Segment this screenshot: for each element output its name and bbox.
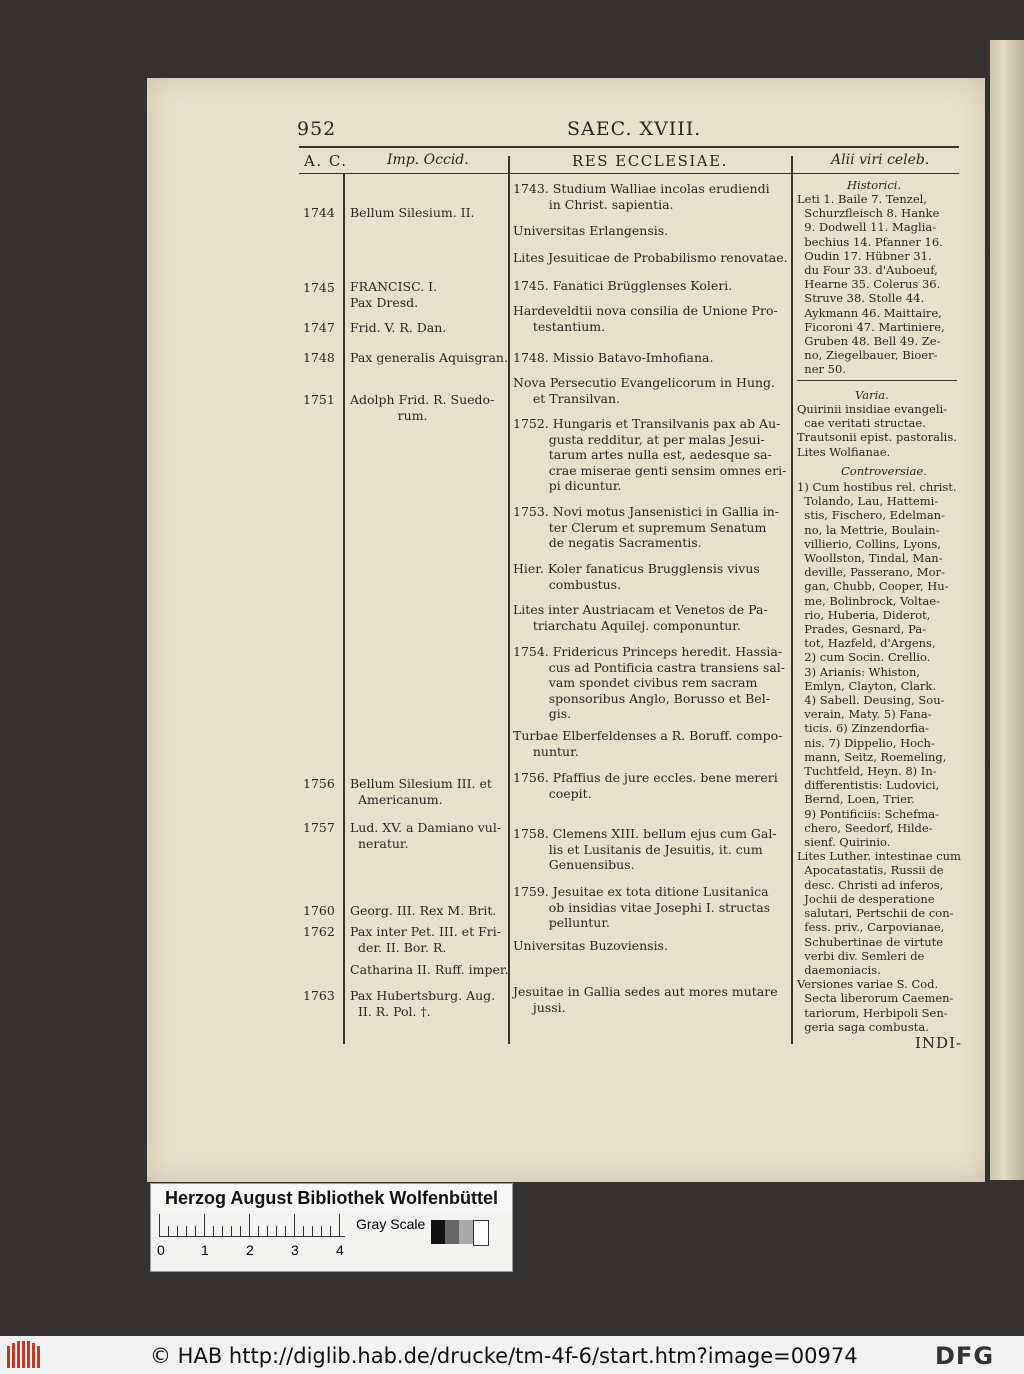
historici-text: Leti 1. Baile 7. Tenzel, Schurzfleisch 8. Hanke 9. Dodwell 11. Maglia- bechius 14. Pfanner 16. Oudin 17. Hübner 31. du Four 33. d'Auboeuf, Hearne 35. Colerus 36. Struve 38. Stolle 44. Aykmann 46. Maittaire, Ficoroni 47. Martiniere, Gruben 48. Bell 49. Ze- no, Ziegelbauer, Bioer- ner 50. (797, 192, 945, 377)
col-head-res: RES ECCLESIAE. (572, 152, 728, 170)
imp-entry: Pax Hubertsburg. Aug. II. R. Pol. †. (350, 988, 496, 1019)
col-divider-3 (791, 156, 793, 1044)
header-rule (299, 146, 959, 148)
page-title: SAEC. XVIII. (567, 118, 702, 140)
res-entry: Lites Jesuiticae de Probabilismo renovatae. (513, 250, 788, 265)
res-entry: Hardeveldtii nova consilia de Unione Pro- testantium. (513, 303, 778, 334)
historici-heading: Historici. (847, 178, 902, 192)
year-1747: 1747 (303, 320, 335, 335)
book-page (147, 78, 985, 1182)
ruler-label-3: 3 (291, 1242, 299, 1258)
gray-swatch (473, 1220, 489, 1246)
res-entry: 1758. Clemens XIII. bellum ejus cum Gal- lis et Lusitanis de Jesuitis, it. cum Genuensibus. (513, 826, 777, 872)
ruler-label-2: 2 (246, 1242, 254, 1258)
res-entry: Universitas Buzoviensis. (513, 938, 668, 953)
res-entry: Universitas Erlangensis. (513, 223, 669, 238)
hab-logo-icon (6, 1340, 42, 1370)
year-1762: 1762 (303, 924, 335, 939)
col-head-alii: Alii viri celeb. (831, 152, 930, 168)
imp-entry: FRANCISC. I. Pax Dresd. (350, 279, 438, 310)
imp-entry: Frid. V. R. Dan. (350, 320, 447, 335)
res-entry: Turbae Elberfeldenses a R. Boruff. compo- nuntur. (513, 728, 783, 759)
col-head-ac: A. C. (304, 152, 348, 170)
res-entry: 1754. Fridericus Princeps heredit. Hassia- cus ad Pontificia castra transiens sal- vam spondet civibus rem sacram sponsoribus Anglo, Borusso et Bel- gis. (513, 644, 786, 721)
varia-text: Quirinii insidiae evangeli- cae veritati structae. Trautsonii epist. pastoralis. Lites Wolfianae. (797, 402, 957, 459)
dfg-logo: DFG (935, 1342, 995, 1370)
res-entry: 1756. Pfaffius de jure eccles. bene mereri coepit. (513, 770, 778, 801)
gray-swatch (431, 1220, 445, 1244)
col-head-imp: Imp. Occid. (387, 152, 469, 168)
imp-entry: Lud. XV. a Damiano vul- neratur. (350, 820, 502, 851)
res-entry: Nova Persecutio Evangelicorum in Hung. et Transilvan. (513, 375, 776, 406)
library-calibration-label (150, 1183, 513, 1272)
imp-entry: Bellum Silesium III. et Americanum. (350, 776, 492, 807)
year-1744: 1744 (303, 205, 335, 220)
col-divider-1 (343, 174, 345, 1044)
res-entry: Lites inter Austriacam et Venetos de Pa- triarchatu Aquilej. componuntur. (513, 602, 768, 633)
res-entry: 1759. Jesuitae ex tota ditione Lusitanica ob insidias vitae Josephi I. structas pelluntur. (513, 884, 771, 930)
imp-entry: Pax generalis Aquisgran. (350, 350, 508, 365)
library-name: Herzog August Bibliothek Wolfenbüttel (151, 1185, 512, 1211)
next-page-edge (990, 40, 1024, 1180)
ruler-label-1: 1 (201, 1242, 209, 1258)
year-1756: 1756 (303, 776, 335, 791)
res-entry: 1745. Fanatici Brügglenses Koleri. (513, 278, 733, 293)
imp-entry: Pax inter Pet. III. et Fri- der. II. Bor. R. (350, 924, 501, 955)
gray-swatch (459, 1220, 473, 1244)
year-1745: 1745 (303, 280, 335, 295)
copyright-link[interactable]: © HAB http://diglib.hab.de/drucke/tm-4f-6/start.htm?image=00974 (150, 1344, 858, 1368)
res-entry: 1753. Novi motus Jansenistici in Gallia in- ter Clerum et supremum Senatum de negatis Sacramentis. (513, 504, 780, 550)
ruler-label-0: 0 (157, 1242, 165, 1258)
gray-scale-label: Gray Scale (356, 1216, 426, 1232)
scale-ruler (159, 1214, 345, 1237)
alii-divider (797, 380, 957, 381)
imp-entry: Adolph Frid. R. Suedo- rum. (350, 392, 495, 423)
res-entry: 1748. Missio Batavo-Imhofiana. (513, 350, 714, 365)
year-1757: 1757 (303, 820, 335, 835)
varia-heading: Varia. (855, 388, 889, 402)
controversiae-text: 1) Cum hostibus rel. christ. Tolando, Lau, Hattemi- stis, Fischero, Edelman- no, la Mettrie, Boulain- villierio, Collins, Lyons, Woollston, Tindal, Man- deville, Passerano, Mor- gan, Chubb, Cooper, Hu- me, Bolinbrock, Voltae- rio, Huberia, Diderot, Prades, Gesnard, Pa- tot, Hazfeld, d'Argens, 2) cum Socin. Crellio. 3) Arianis: Whiston, Emlyn, Clayton, Clark. 4) Sabell. Deusing, Sou- verain, Maty. 5) Fana- ticis. 6) Zinzendorfia- nis. 7) Dippelio, Hoch- mann, Seitz, Roemeling, Tuchtfeld, Heyn. 8) In- differentistis: Ludovici, Bernd, Loen, Trier. 9) Pontificiis: Schefma- chero, Seedorf, Hilde- sienf. Quirinio. Lites Luther. intestinae cum Apocatastatis, Russii de desc. Christi ad inferos, Jochii de desperatione salutari, Pertschii de con- fess. priv., Carpovianae, Schubertinae de virtute verbi div. Semleri de daemoniacis. Versiones variae S. Cod. Secta liberorum Caemen- tariorum, Herbipoli Sen- geria saga combusta. (797, 480, 961, 1034)
res-entry: Hier. Koler fanaticus Brugglensis vivus combustus. (513, 561, 760, 592)
ruler-label-4: 4 (336, 1242, 344, 1258)
footer-bar (0, 1336, 1024, 1374)
year-1763: 1763 (303, 988, 335, 1003)
imp-entry: Catharina II. Ruff. imper. (350, 962, 509, 977)
year-1751: 1751 (303, 392, 335, 407)
controversiae-heading: Controversiae. (841, 464, 927, 478)
res-entry: Jesuitae in Gallia sedes aut mores mutare jussi. (513, 984, 778, 1015)
year-1748: 1748 (303, 350, 335, 365)
year-1760: 1760 (303, 903, 335, 918)
col-head-underline (299, 173, 959, 174)
res-entry: 1743. Studium Walliae incolas erudiendi in Christ. sapientia. (513, 181, 770, 212)
imp-entry: Georg. III. Rex M. Brit. (350, 903, 497, 918)
imp-entry: Bellum Silesium. II. (350, 205, 475, 220)
page-number: 952 (297, 118, 337, 140)
catchword: INDI- (915, 1034, 963, 1052)
col-divider-2 (508, 156, 510, 1044)
gray-swatch (445, 1220, 459, 1244)
res-entry: 1752. Hungaris et Transilvanis pax ab Au- gusta redditur, at per malas Jesui- tarum artes nulla est, aedesque sa- crae miserae genti sensim omnes eri- pi dicuntur. (513, 416, 787, 493)
